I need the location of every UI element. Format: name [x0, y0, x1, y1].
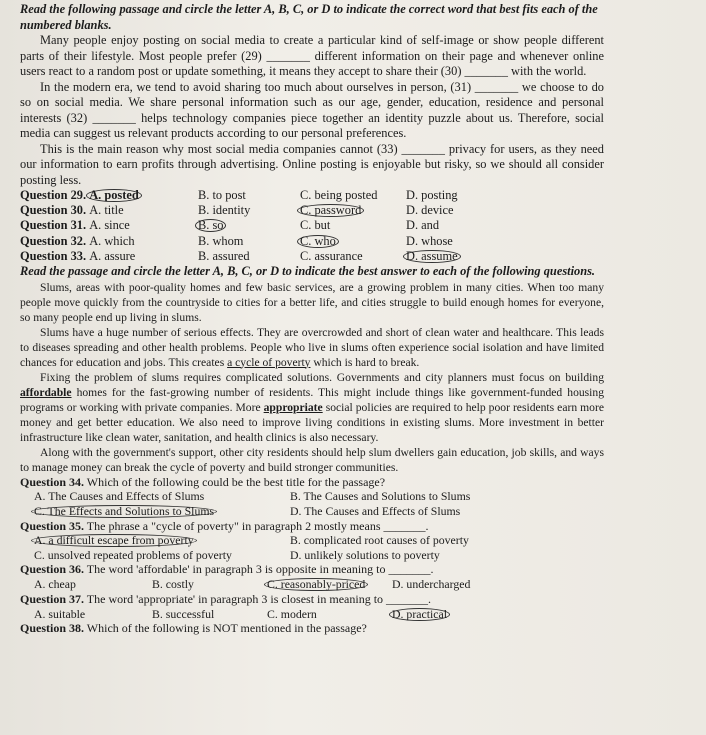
question-number: Question 29.: [20, 188, 87, 202]
option-a[interactable]: A. which: [89, 233, 135, 248]
passage2-paragraph-3: Fixing the problem of slums requires complicated solutions. Governments and city planners must focus on building affordable homes for the fast-growing number of residents. This might include things like government-funded housing programs or working with private companies. More appropriate social policies are required to help poor residents earn more money and get better education. We also need to improve living conditions in existing slums. More investment in better infrastructure like clean water, sanitation, and health clinics is also necessary.: [20, 370, 604, 444]
question-number: Question 32.: [20, 233, 87, 248]
option-d[interactable]: D. assume: [403, 250, 461, 263]
passage2-paragraph-1: Slums, areas with poor-quality homes and few basic services, are a growing problem in many cities. When too many people move quickly from the countryside to cities for a better life, and cities struggle to build enough homes for everyone, so many people end up living in slums.: [20, 280, 604, 324]
option-a[interactable]: A. title: [89, 203, 124, 218]
underlined-word-appropriate: appropriate: [263, 400, 323, 414]
question-number: Question 30.: [20, 203, 87, 218]
option-c[interactable]: C. being posted: [300, 188, 378, 202]
option-a[interactable]: A. since: [89, 218, 130, 233]
question-row: [20, 249, 604, 264]
option-a[interactable]: A. assure: [89, 248, 136, 263]
option-d[interactable]: D. undercharged: [392, 577, 471, 592]
question-stem: Question 38. Which of the following is NOT mentioned in the passage?: [20, 621, 367, 636]
question-row: [20, 203, 604, 218]
passage1-paragraph-3: This is the main reason why most social media companies cannot (33) _______ privacy for users, as they need our information to earn profits through advertising. Online posting is enjoyable but risky, so we should all consider posting less.: [20, 141, 604, 187]
question-row: [20, 188, 604, 203]
question-38: [20, 621, 604, 636]
question-number: Question 33.: [20, 248, 87, 263]
option-a[interactable]: A. a difficult escape from poverty: [31, 534, 197, 547]
question-stem: Question 35. The phrase a "cycle of poverty" in paragraph 2 mostly means _______.: [20, 518, 429, 533]
option-a[interactable]: A. cheap: [34, 577, 76, 592]
instructions-cloze: Read the following passage and circle the letter A, B, C, or D to indicate the correct word that best fits each of the numbered blanks.: [20, 2, 598, 32]
option-d[interactable]: D. device: [406, 203, 454, 218]
option-c[interactable]: C. The Effects and Solutions to Slums: [31, 505, 217, 518]
option-c[interactable]: C. assurance: [300, 248, 363, 263]
passage2-paragraph-2: Slums have a huge number of serious effects. They are overcrowded and short of clean water and healthcare. This leads to diseases spreading and other health problems. People who live in slums often experience social isolation and have limited chances for education and jobs. This creates a cycle of poverty which is hard to break.: [20, 325, 604, 369]
option-b[interactable]: B. complicated root causes of poverty: [290, 533, 469, 548]
underlined-phrase-cycle-of-poverty: a cycle of poverty: [227, 355, 311, 369]
question-37: [20, 592, 604, 621]
option-c[interactable]: C. reasonably-priced: [264, 578, 368, 591]
option-d[interactable]: D. posting: [406, 188, 458, 202]
option-d[interactable]: D. practical: [389, 608, 450, 621]
question-row: [20, 234, 604, 249]
option-c[interactable]: C. who: [297, 235, 339, 248]
question-stem: Question 34. Which of the following could be the best title for the passage?: [20, 474, 386, 489]
option-d[interactable]: D. whose: [406, 233, 453, 248]
option-b[interactable]: B. so: [195, 219, 226, 232]
passage1-paragraph-1: Many people enjoy posting on social media to create a particular kind of self-image or show people different parts of their lifestyle. Most people prefer (29) _______ different information on their page and whenever online users react to a random post or update something, it means they accept to share their (30) _______ with the world.: [20, 33, 604, 78]
option-b[interactable]: B. whom: [198, 233, 244, 248]
cloze-question-list: [20, 188, 604, 264]
option-a[interactable]: A. suitable: [34, 606, 86, 621]
option-d[interactable]: D. and: [406, 218, 440, 233]
question-35: [20, 519, 604, 563]
option-b[interactable]: B. The Causes and Solutions to Slums: [290, 489, 471, 504]
option-b[interactable]: B. identity: [198, 203, 251, 218]
option-b[interactable]: B. costly: [152, 577, 194, 592]
option-b[interactable]: B. assured: [198, 248, 250, 263]
option-b[interactable]: B. to post: [198, 188, 246, 202]
option-c[interactable]: C. but: [300, 218, 331, 233]
option-d[interactable]: D. unlikely solutions to poverty: [290, 547, 440, 562]
underlined-word-affordable: affordable: [20, 385, 72, 399]
instructions-reading: Read the passage and circle the letter A, B, C, or D to indicate the best answer to each of the following questions.: [20, 264, 596, 279]
option-b[interactable]: B. successful: [152, 606, 215, 621]
option-d[interactable]: D. The Causes and Effects of Slums: [290, 503, 461, 518]
option-a[interactable]: A. The Causes and Effects of Slums: [34, 489, 205, 504]
question-number: Question 31.: [20, 218, 87, 233]
passage2-paragraph-4: Along with the government's support, other city residents should help slum dwellers gain education, job skills, and ways to manage money can break the cycle of poverty and build stronger communities.: [20, 445, 604, 474]
option-a[interactable]: A. posted: [86, 189, 142, 202]
worksheet-content: [20, 2, 604, 636]
option-c[interactable]: C. modern: [267, 606, 317, 621]
passage1-paragraph-2: In the modern era, we tend to avoid sharing too much about ourselves in person, (31) _______ we choose to do so on social media. We share personal information such as our age, gender, education, residence and personal interests (32) _______ helps technology companies piece together an identity puzzle about us. Therefore, social media can suggest us relevant products according to our personal preferences.: [20, 79, 604, 140]
option-c[interactable]: C. unsolved repeated problems of poverty: [34, 547, 232, 562]
question-36: [20, 562, 604, 591]
option-c[interactable]: C. password: [297, 204, 364, 217]
question-stem: Question 37. The word 'appropriate' in paragraph 3 is closest in meaning to _______.: [20, 591, 432, 606]
question-row: [20, 218, 604, 233]
question-stem: Question 36. The word 'affordable' in paragraph 3 is opposite in meaning to _______.: [20, 562, 434, 577]
question-34: [20, 475, 604, 519]
